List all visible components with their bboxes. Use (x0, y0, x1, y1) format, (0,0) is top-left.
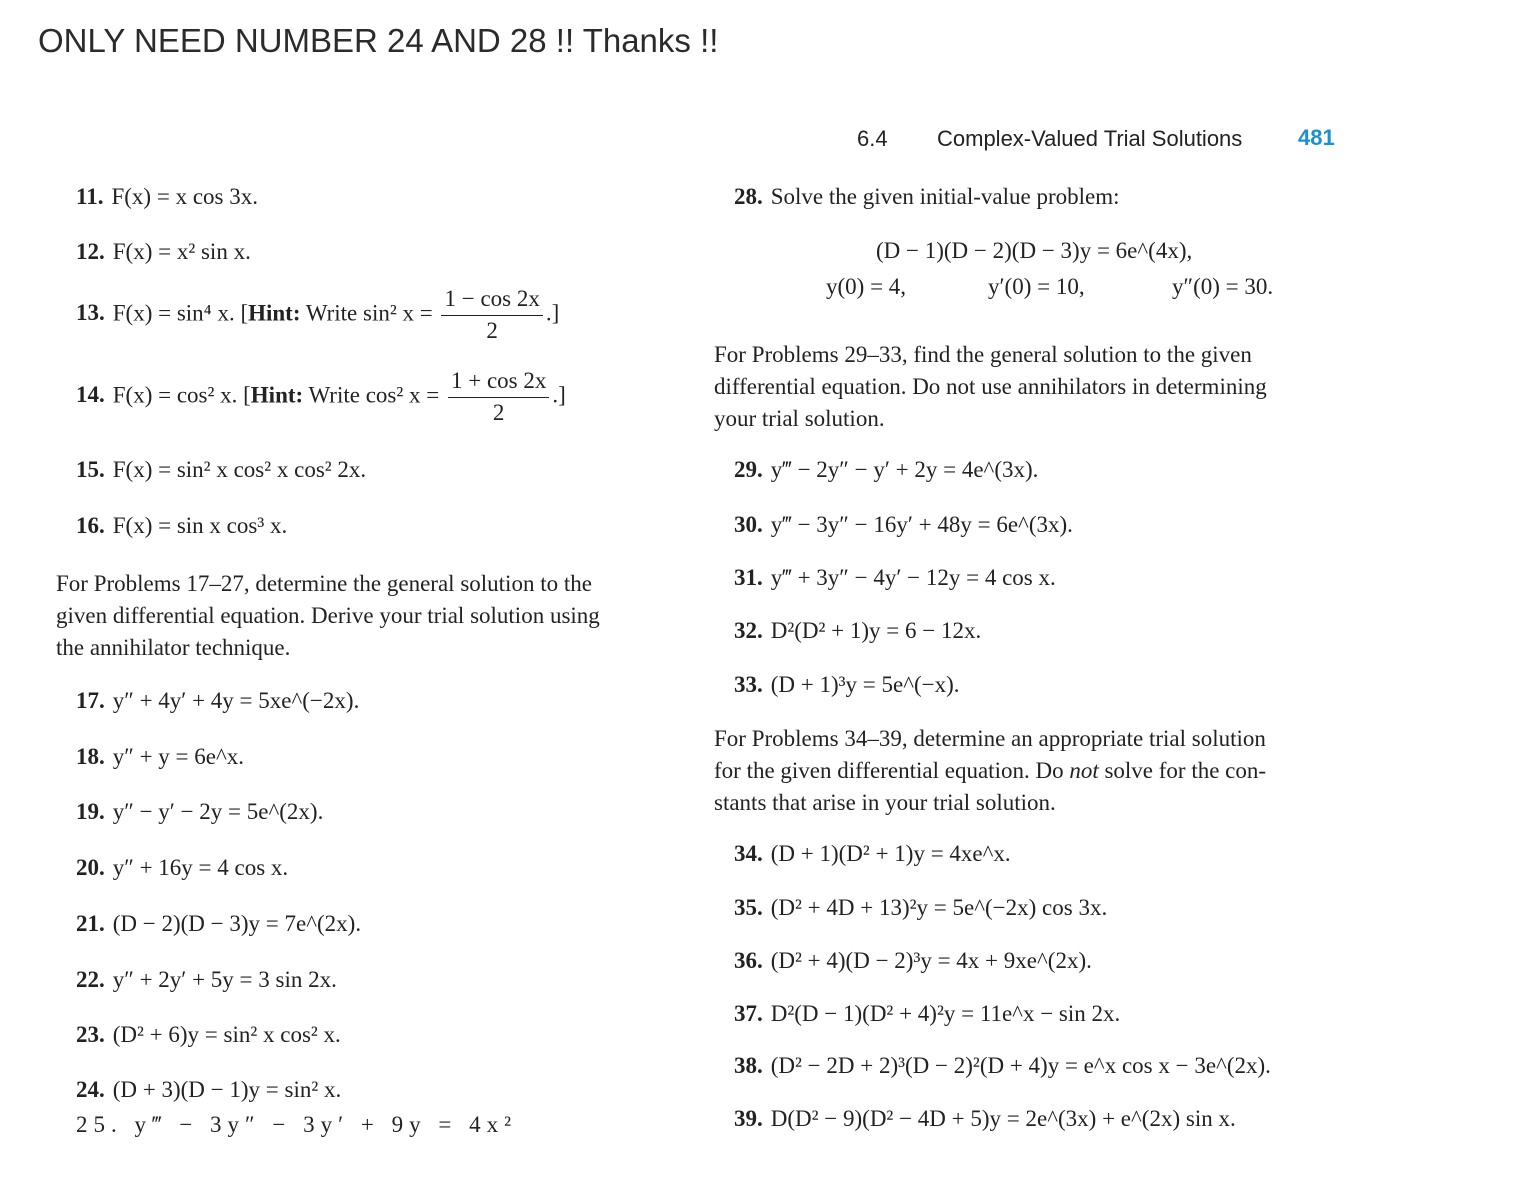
problem-22: 22. y″ + 2y′ + 5y = 3 sin 2x. (76, 967, 337, 992)
problem-37: 37. D²(D − 1)(D² + 4)²y = 11e^x − sin 2x. (734, 1001, 1121, 1026)
problem-29: 29. y‴ − 2y″ − y′ + 2y = 4e^(3x). (734, 457, 1039, 482)
section-title: Complex-Valued Trial Solutions (937, 126, 1243, 151)
hint-fraction: $\frac{1 + \cos 2x}{2}$ (448, 368, 549, 426)
problem-15: 15. F(x) = sin² x cos² x cos² 2x. (76, 457, 367, 482)
instructions-34-39: For Problems 34–39, determine an appropriate trial solution for the given differential equation. Do not solve for the con- stants that arise in your trial solution. (714, 726, 1267, 815)
instructions-17-27: For Problems 17–27, determine the general solution to the given differential equation. Derive your trial solution using the annihilator technique. (56, 571, 600, 660)
problem-28: 28. Solve the given initial-value problem: (734, 184, 1120, 209)
problem-35: 35. (D² + 4D + 13)²y = 5e^(−2x) cos 3x. (734, 895, 1108, 920)
problem-24: 24. (D + 3)(D − 1)y = sin² x. (76, 1077, 342, 1102)
problem-23: 23. (D² + 6)y = sin² x cos² x. (76, 1022, 341, 1047)
problem-14: 14. F(x) = cos² x. [Hint: Write cos² x = $\frac{1 + \cos 2x}{2}$ .] (76, 368, 566, 425)
problem-20: 20. y″ + 16y = 4 cos x. (76, 855, 289, 880)
initial-condition-2: y′(0) = 10, (988, 274, 1085, 299)
problem-36: 36. (D² + 4)(D − 2)³y = 4x + 9xe^(2x). (734, 948, 1092, 973)
problem-17: 17. y″ + 4y′ + 4y = 5xe^(−2x). (76, 688, 360, 713)
problem-18: 18. y″ + y = 6e^x. (76, 744, 245, 769)
initial-condition-1: y(0) = 4, (826, 274, 907, 299)
hint-fraction: $\frac{1 - \cos 2x}{2}$ (441, 286, 542, 344)
problem-28-equation: (D − 1)(D − 2)(D − 3)y = 6e^(4x), (876, 238, 1193, 263)
problem-39: 39. D(D² − 9)(D² − 4D + 5)y = 2e^(3x) + e^(2x) sin x. (734, 1106, 1236, 1131)
problem-12: 12. F(x) = x² sin x. (76, 239, 251, 264)
problem-11: 11. F(x) = x cos 3x. (76, 184, 258, 209)
section-number: 6.4 (857, 126, 888, 151)
problem-32: 32. D²(D² + 1)y = 6 − 12x. (734, 618, 982, 643)
problem-21: 21. (D − 2)(D − 3)y = 7e^(2x). (76, 911, 362, 936)
problem-13: 13. F(x) = sin⁴ x. [Hint: Write sin² x = $\frac{1 - \cos 2x}{2}$ .] (76, 286, 560, 343)
problem-33: 33. (D + 1)³y = 5e^(−x). (734, 672, 960, 697)
problem-31: 31. y‴ + 3y″ − 4y′ − 12y = 4 cos x. (734, 565, 1056, 590)
request-note: ONLY NEED NUMBER 24 AND 28 !! Thanks !! (38, 22, 719, 59)
cut-off-problem-25: 25. y‴ − 3y″ − 3y′ + 9y = 4x² (76, 1112, 517, 1137)
problem-30: 30. y‴ − 3y″ − 16y′ + 48y = 6e^(3x). (734, 512, 1073, 537)
problem-38: 38. (D² − 2D + 2)³(D − 2)²(D + 4)y = e^x cos x − 3e^(2x). (734, 1053, 1271, 1078)
initial-condition-3: y″(0) = 30. (1172, 274, 1274, 299)
instructions-29-33: For Problems 29–33, find the general solution to the given differential equation. Do not use annihilators in determining your trial solution. (714, 342, 1267, 431)
page-number: 481 (1298, 125, 1335, 150)
problem-19: 19. y″ − y′ − 2y = 5e^(2x). (76, 799, 324, 824)
problem-16: 16. F(x) = sin x cos³ x. (76, 513, 288, 538)
problem-34: 34. (D + 1)(D² + 1)y = 4xe^x. (734, 841, 1011, 866)
